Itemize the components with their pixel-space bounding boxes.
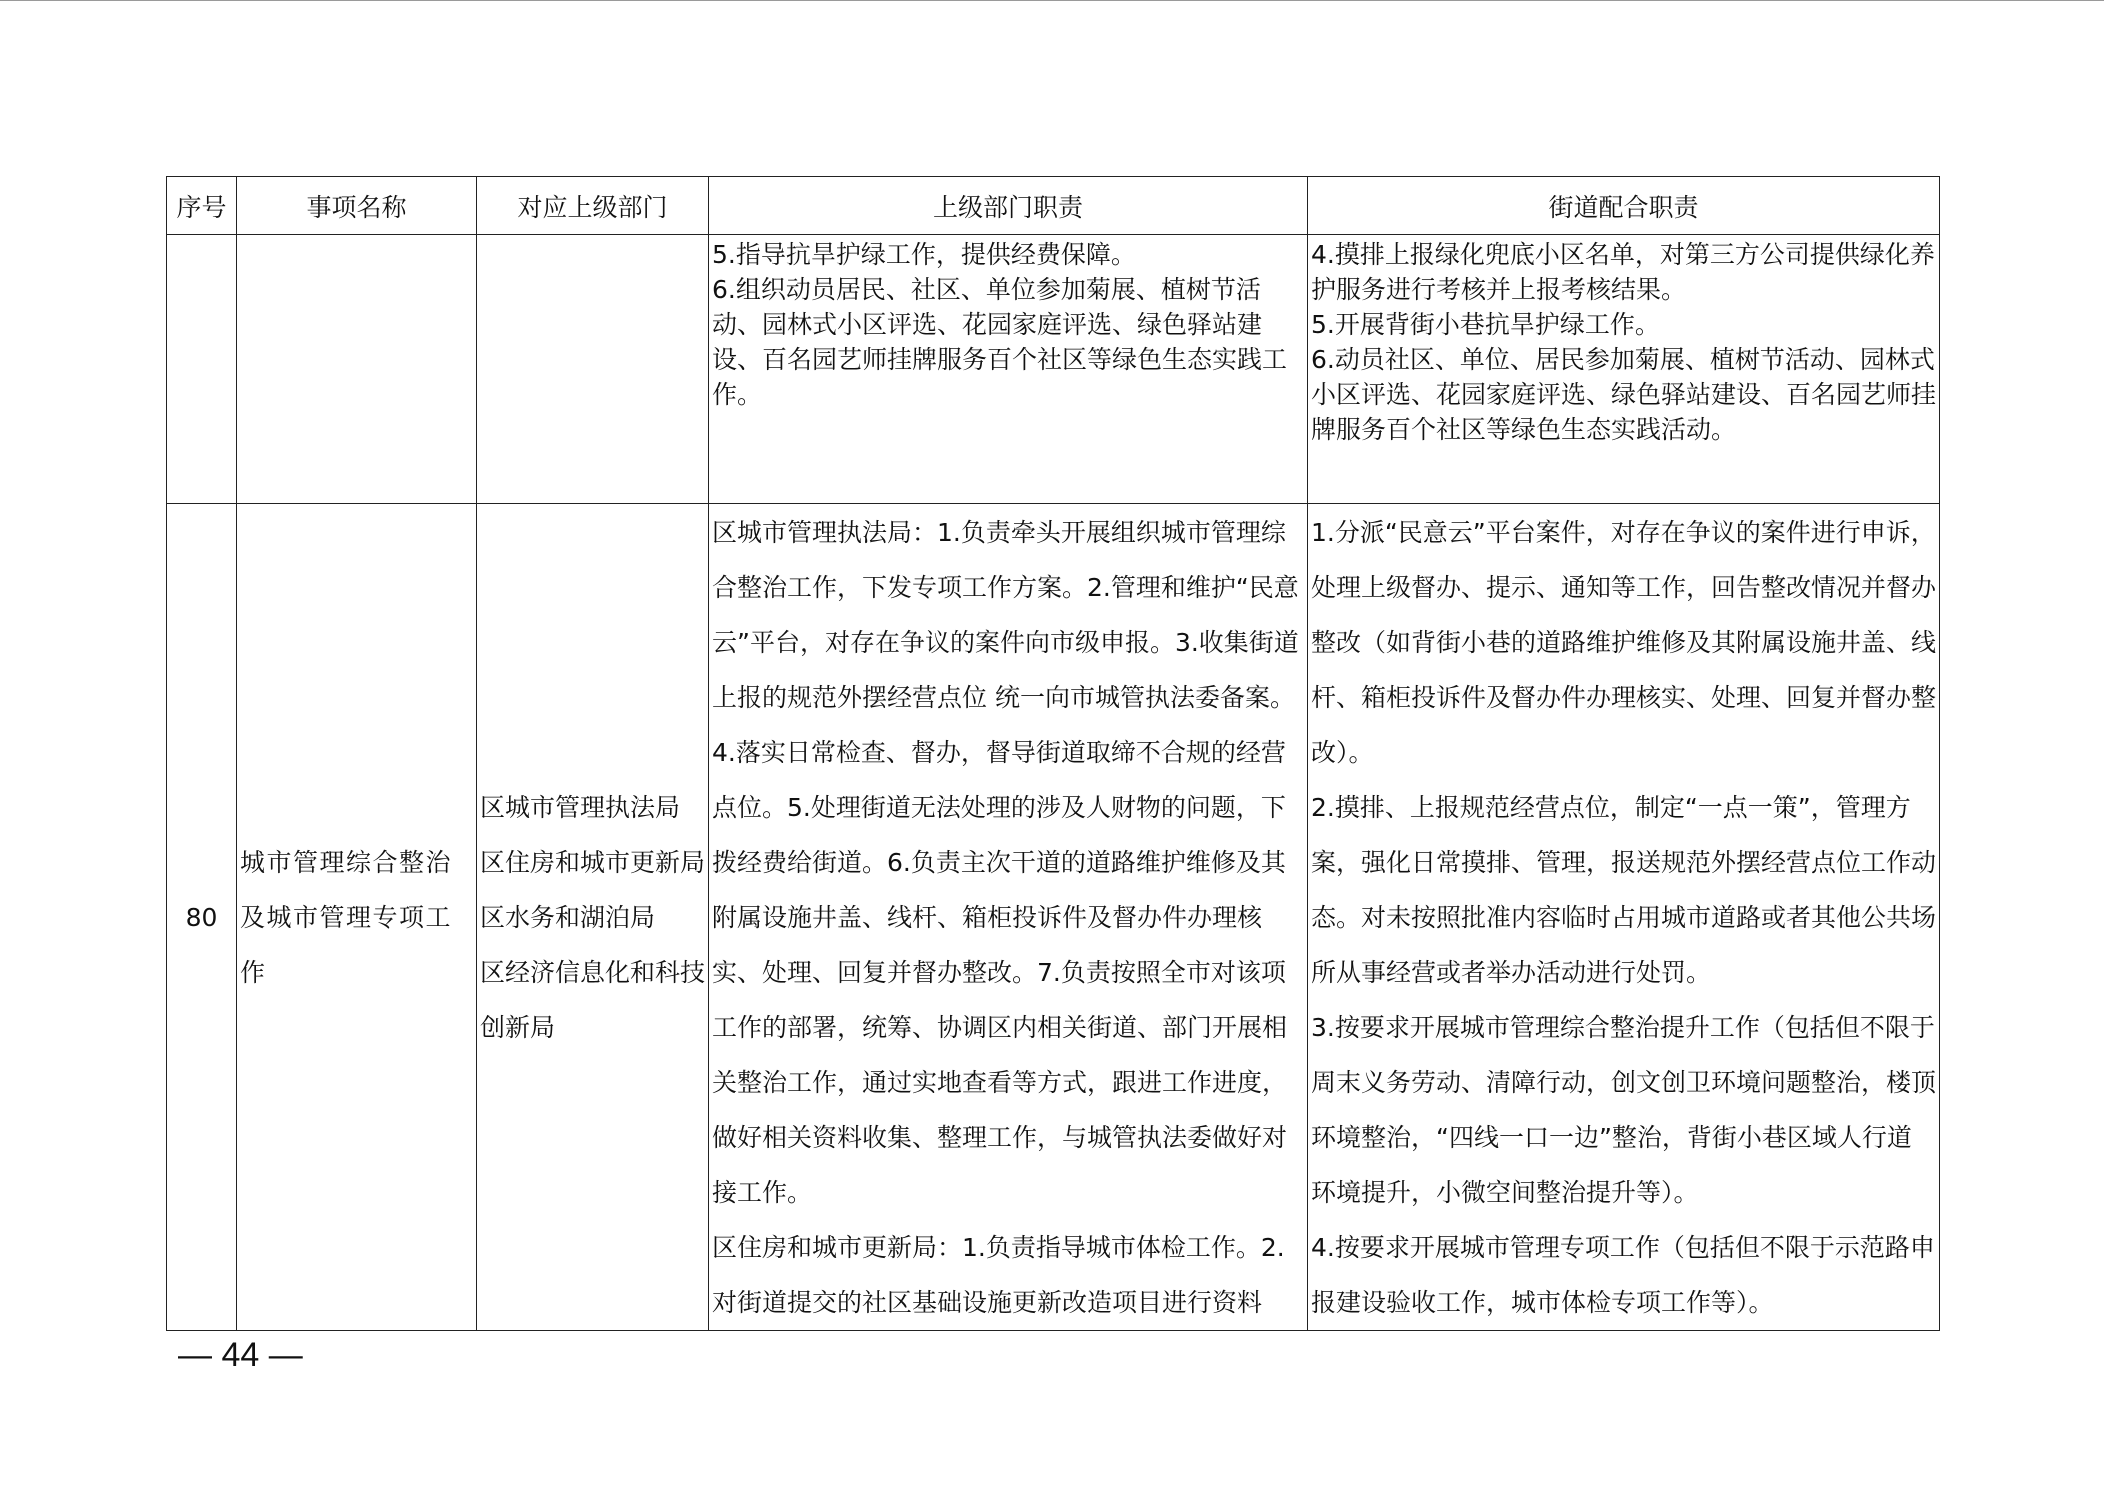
upper-duty-paragraph: 区城市管理执法局：1.负责牵头开展组织城市管理综合整治工作，下发专项工作方案。2.管理和维护“民意云”平台，对存在争议的案件向市级申报。3.收集街道上报的规范外摆经营点位 统一向市城管执法委备案。4.落实日常检查、督办，督导街道取缔不合规的经营点位。5.处理街道无法处理的涉及人财物的问题，下拨经费给街道。6.负责主次干道的道路维护维修及其附属设施井盖、线杆、箱柜投诉件及督办件办理核实、处理、回复并督办整改。7.负责按照全市对该项工作的部署，统筹、协调区内相关街道、部门开展相关整治工作，通过实地查看等方式，跟进工作进度，做好相关资料收集、整理工作，与城管执法委做好对接工作。: [712, 518, 1299, 1207]
dept-name: 区水务和湖泊局: [480, 902, 656, 932]
dept-name: 区住房和城市更新局: [480, 847, 706, 877]
header-upper-dept: 对应上级部门: [477, 177, 709, 235]
street-duty-paragraph: 4.摸排上报绿化兜底小区名单，对第三方公司提供绿化养护服务进行考核并上报考核结果。: [1311, 240, 1935, 304]
cell-upper-dept: [477, 235, 709, 504]
cell-item-name: [237, 235, 477, 504]
table-row-continuation: [167, 235, 1940, 504]
street-duty-paragraph: 4.按要求开展城市管理专项工作（包括但不限于示范路申报建设验收工作，城市体检专项工作等）。: [1311, 1233, 1935, 1317]
cell-item-name: 城市管理综合整治及城市管理专项工作: [237, 504, 477, 1331]
upper-duty-paragraph: 5.指导抗旱护绿工作，提供经费保障。: [712, 240, 1136, 269]
dept-name: 区经济信息化和科技创新局: [480, 957, 706, 1042]
street-duty-paragraph: 5.开展背街小巷抗旱护绿工作。: [1311, 310, 1660, 339]
cell-upper-dept: [477, 504, 709, 1331]
header-street-duties: 街道配合职责: [1308, 177, 1940, 235]
upper-duty-paragraph: 6.组织动员居民、社区、单位参加菊展、植树节活动、园林式小区评选、花园家庭评选、绿色驿站建设、百名园艺师挂牌服务百个社区等绿色生态实践工作。: [712, 275, 1288, 409]
header-item-name: 事项名称: [237, 177, 477, 235]
cell-street-duties: [1308, 235, 1940, 504]
table-row-80: [167, 504, 1940, 1331]
cell-street-duties: [1308, 504, 1940, 1331]
street-duty-paragraph: 3.按要求开展城市管理综合整治提升工作（包括但不限于周末义务劳动、清障行动，创文创卫环境问题整治，楼顶环境整治，“四线一口一边”整治，背街小巷区域人行道环境提升，小微空间整治提升等）。: [1311, 1013, 1937, 1207]
duty-table: [166, 176, 1940, 1331]
street-duty-paragraph: 6.动员社区、单位、居民参加菊展、植树节活动、园林式小区评选、花园家庭评选、绿色驿站建设、百名园艺师挂牌服务百个社区等绿色生态实践活动。: [1311, 345, 1937, 444]
street-duty-paragraph: 1.分派“民意云”平台案件，对存在争议的案件进行申诉，处理上级督办、提示、通知等工作，回告整改情况并督办整改（如背街小巷的道路维护维修及其附属设施井盖、线杆、箱柜投诉件及督办件办理核实、处理、回复并督办整改）。: [1311, 518, 1937, 767]
page-number: — 44 —: [178, 1336, 303, 1374]
cell-upper-duties: [709, 504, 1308, 1331]
cell-seq: [167, 235, 237, 504]
top-border-line: [0, 0, 2104, 1]
dept-name: 区城市管理执法局: [480, 792, 681, 822]
cell-seq: 80: [167, 504, 237, 1331]
street-duty-paragraph: 2.摸排、上报规范经营点位，制定“一点一策”，管理方案，强化日常摸排、管理，报送规范外摆经营点位工作动态。对未按照批准内容临时占用城市道路或者其他公共场所从事经营或者举办活动进行处罚。: [1311, 793, 1937, 987]
cell-upper-duties: [709, 235, 1308, 504]
header-seq: 序号: [167, 177, 237, 235]
table-header-row: [167, 177, 1940, 235]
upper-duty-paragraph: 区住房和城市更新局：1.负责指导城市体检工作。2.对街道提交的社区基础设施更新改造项目进行资料: [712, 1233, 1285, 1317]
header-upper-duties: 上级部门职责: [709, 177, 1308, 235]
